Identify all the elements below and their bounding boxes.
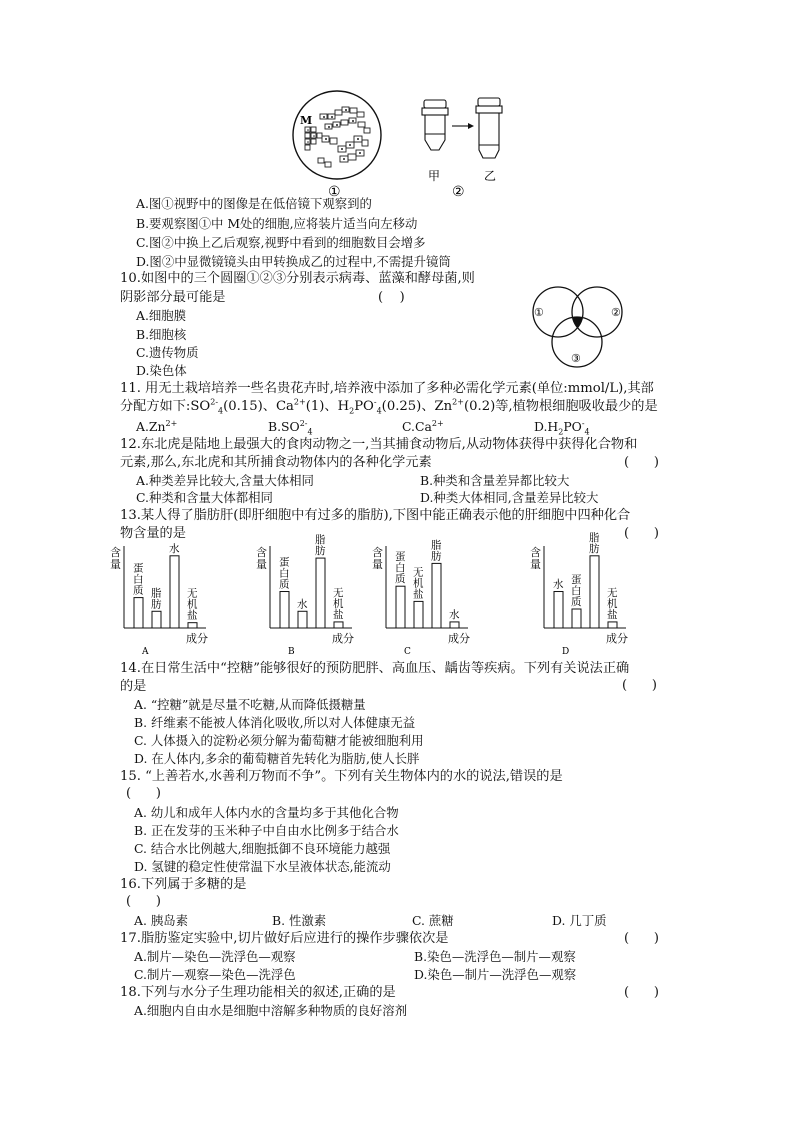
q9-option-b: B.要观察图①中 M处的细胞,应将装片适当向左移动 [136,216,418,231]
objective-jia [422,100,448,150]
chart-a-title: A [142,647,149,657]
chart-c-title: C [404,647,411,657]
chart-c-bar [414,601,423,628]
q17-option-d: D.染色—制片—洗浮色—观察 [414,967,577,982]
chart-b-bar-label: 肪 [315,545,326,558]
chart-c-bar-label: 盐 [413,588,424,601]
chart-d-bar-label: 脂 [589,531,600,544]
q15-option-d: D. 氢键的稳定性使常温下水呈液体状态,能流动 [134,859,391,874]
q17-stem-line1: 17.脂肪鉴定实验中,切片做好后应进行的操作步骤依次是 [120,931,449,946]
venn-label-1: ① [534,306,544,319]
q12-answer-paren[interactable]: ( ) [624,455,659,470]
q10-stem-line1: 10.如图中的三个圆圈①②③分别表示病毒、蓝藻和酵母菌,则 [120,271,475,286]
q18-answer-paren[interactable]: ( ) [624,985,659,1000]
q10-option-d: D.染色体 [136,363,187,378]
chart-d-bar [590,556,599,628]
chart-c-ylabel: 含 [372,546,383,559]
chart-b-ylabel: 量 [256,558,267,571]
chart-d-ylabel: 量 [530,558,541,571]
chart-a-bar [134,598,143,628]
q11-option-b: $B.SO^{2-}_4$ [268,418,313,437]
chart-d-bar-label: 蛋 [571,574,582,586]
q17-answer-paren[interactable]: ( ) [624,931,659,946]
chart-b-bar-label: 质 [279,578,290,591]
chart-c-ylabel: 量 [372,558,383,571]
chart-d-title: D [562,647,570,657]
q10-option-b: B.细胞核 [136,327,187,342]
q12-option-d: D.种类大体相同,含量差异比较大 [420,490,599,505]
q9-option-d: D.图②中显微镜镜头由甲转换成乙的过程中,不需提升镜筒 [136,254,451,269]
q14-option-c: C. 人体摄入的淀粉必须分解为葡萄糖才能被细胞利用 [134,733,424,748]
q12-option-a: A.种类差异比较大,含量大体相同 [136,473,314,488]
chart-c-bar [396,586,405,628]
q12-option-b: B.种类和含量差异都比较大 [420,473,570,488]
chart-c-bar-label: 脂 [431,539,442,552]
chart-a-bar-label: 盐 [187,609,198,622]
q16-option-c: C. 蔗糖 [412,913,454,928]
q16-stem-line1: 16.下列属于多糖的是 [120,877,247,892]
chart-c-bar-label: 肪 [431,550,442,563]
chart-a-bar-label: 机 [187,598,198,611]
q11-stem-line2: 分配方如下$:SO^{2-}_4(0.15)$、$Ca^{2+}(1)$、$H_2PO^-_4(0.25)$、$Zn^{2+}(0.2)$等,植物根细胞吸收最少的是 [120,397,658,416]
venn-label-2: ② [611,306,621,319]
q11-stem-line1: 11. 用无土栽培培养一些名贵花卉时,培养液中添加了多种必需化学元素(单位:mmol/L),其部 [120,381,654,396]
chart-a-bar-label: 脂 [151,587,162,600]
q10-option-c: C.遗传物质 [136,345,199,360]
chart-a-bar-label: 蛋 [133,562,144,575]
chart-b-bar-label: 盐 [333,608,344,621]
q18-option-a: A.细胞内自由水是细胞中溶解多种物质的良好溶剂 [134,1003,408,1018]
chart-d-bar-label: 肪 [589,542,600,555]
q17-option-b: B.染色—洗浮色—制片—观察 [414,949,576,964]
chart-d-bar-label: 水 [553,578,564,591]
q12-option-c: C.种类和含量大体都相同 [136,490,273,505]
chart-b-bar-label: 无 [333,586,344,599]
chart-a-xlabel: 成分 [186,632,208,645]
chart-b-bar-label: 机 [333,597,344,610]
q9-option-a: A.图①视野中的图像是在低倍镜下观察到的 [136,196,372,211]
chart-d-bar-label: 盐 [607,608,618,621]
chart-c-bar-label: 白 [395,562,406,575]
q13-answer-paren[interactable]: ( ) [624,526,659,541]
chart-d-bar [554,592,563,628]
chart-a-bar-label: 白 [133,573,144,586]
q13-stem-line1: 13.某人得了脂肪肝(即肝细胞中有过多的脂肪),下图中能正确表示他的肝细胞中四种化合 [120,508,631,523]
chart-b-title: B [288,647,295,657]
microscope-figure [280,90,520,202]
q16-option-a: A. 胰岛素 [134,913,188,928]
chart-b-bar [280,592,289,628]
q14-option-a: A. “控糖”就是尽量不吃糖,从而降低摄糖量 [134,697,366,712]
q14-stem-line1: 14.在日常生活中“控糖”能够很好的预防肥胖、高血压、龋齿等疾病。下列有关说法正确 [120,661,630,676]
label-figure-2: ② [452,184,465,200]
chart-b-bar-label: 脂 [315,534,326,547]
q15-option-c: C. 结合水比例越大,细胞抵御不良环境能力越强 [134,841,391,856]
q12-stem-line2: 元素,那么,东北虎和其所捕食动物体内的各种化学元素 [120,455,432,470]
venn-label-3: ③ [571,352,581,365]
chart-a-ylabel: 量 [110,558,121,571]
chart-c-bar-label: 蛋 [395,551,406,564]
label-figure-1: ① [328,184,341,200]
chart-a-bar-label: 水 [169,542,180,555]
q9-option-c: C.图②中换上乙后观察,视野中看到的细胞数目会增多 [136,235,426,250]
chart-b-xlabel: 成分 [332,632,354,645]
chart-d-bar-label: 无 [607,586,618,599]
chart-d-bar-label: 白 [571,585,582,597]
chart-b-bar-label: 蛋 [279,556,290,569]
chart-b-bar [298,611,307,628]
q18-stem-line1: 18.下列与水分子生理功能相关的叙述,正确的是 [120,985,396,1000]
q16-answer-paren[interactable]: ( ) [126,894,161,909]
chart-b-ylabel: 含 [256,546,267,559]
chart-a-bar-label: 无 [187,587,198,600]
chart-a-bar [188,623,197,628]
q11-option-d: $D.H_2PO^-_4$ [534,418,590,437]
chart-d-bar [608,622,617,628]
chart-a-ylabel: 含 [110,546,121,559]
q14-option-d: D. 在人体内,多余的葡萄糖首先转化为脂肪,使人长胖 [134,751,420,766]
chart-c-bar [450,622,459,628]
chart-c-bar-label: 水 [449,608,460,621]
chart-c-bar-label: 机 [413,577,424,590]
q10-stem-line2: 阴影部分最可能是 [120,290,226,305]
label-yi: 乙 [484,169,497,183]
chart-b-bar-label: 白 [279,567,290,580]
q16-option-b: B. 性激素 [272,913,327,928]
q14-stem-line2: 的是 [120,679,147,694]
q14-option-b: B. 纤维素不能被人体消化吸收,所以对人体健康无益 [134,715,416,730]
chart-b-bar-label: 水 [297,598,308,611]
q11-option-a: $A.Zn^{2+}$ [136,418,178,434]
q10-answer-paren[interactable]: ( ) [378,290,405,305]
q12-stem-line1: 12.东北虎是陆地上最强大的食肉动物之一,当其捕食动物后,从动物体获得中获得化合物和 [120,437,638,452]
q13-stem-line2: 物含量的是 [120,526,186,541]
q17-option-a: A.制片—染色—洗浮色—观察 [134,949,296,964]
q10-option-a: A.细胞膜 [136,308,187,323]
venn-diagram [520,282,650,374]
chart-d-bar [572,609,581,628]
q15-answer-paren[interactable]: ( ) [126,786,161,801]
chart-c-bar-label: 质 [395,573,406,586]
objective-yi [476,98,502,158]
chart-a-bar [170,556,179,628]
chart-a-bar-label: 肪 [151,598,162,611]
chart-a-bar-label: 质 [133,584,144,597]
q16-option-d: D. 几丁质 [552,913,607,928]
chart-a-bar [152,611,161,628]
chart-d-xlabel: 成分 [606,632,628,645]
q15-stem-line1: 15. “上善若水,水善利万物而不争”。下列有关生物体内的水的说法,错误的是 [120,769,563,784]
q14-answer-paren[interactable]: ( ) [622,678,657,693]
label-m: M [300,114,313,127]
q15-option-b: B. 正在发芽的玉米种子中自由水比例多于结合水 [134,823,399,838]
label-jia: 甲 [428,169,441,183]
chart-b-bar [334,622,343,628]
chart-b-bar [316,558,325,628]
q11-option-c: $C.Ca^{2+}$ [402,418,444,434]
chart-c-bar-label: 无 [413,566,424,579]
chart-c-bar [432,563,441,628]
chart-d-bar-label: 机 [607,597,618,610]
chart-d-bar-label: 质 [571,596,582,608]
chart-c-xlabel: 成分 [448,632,470,645]
q15-option-a: A. 幼儿和成年人体内水的含量均多于其他化合物 [134,805,399,820]
chart-d-ylabel: 含 [530,546,541,559]
field-of-view-circle [293,91,381,179]
q17-option-c: C.制片—观察—染色—洗浮色 [134,967,296,982]
